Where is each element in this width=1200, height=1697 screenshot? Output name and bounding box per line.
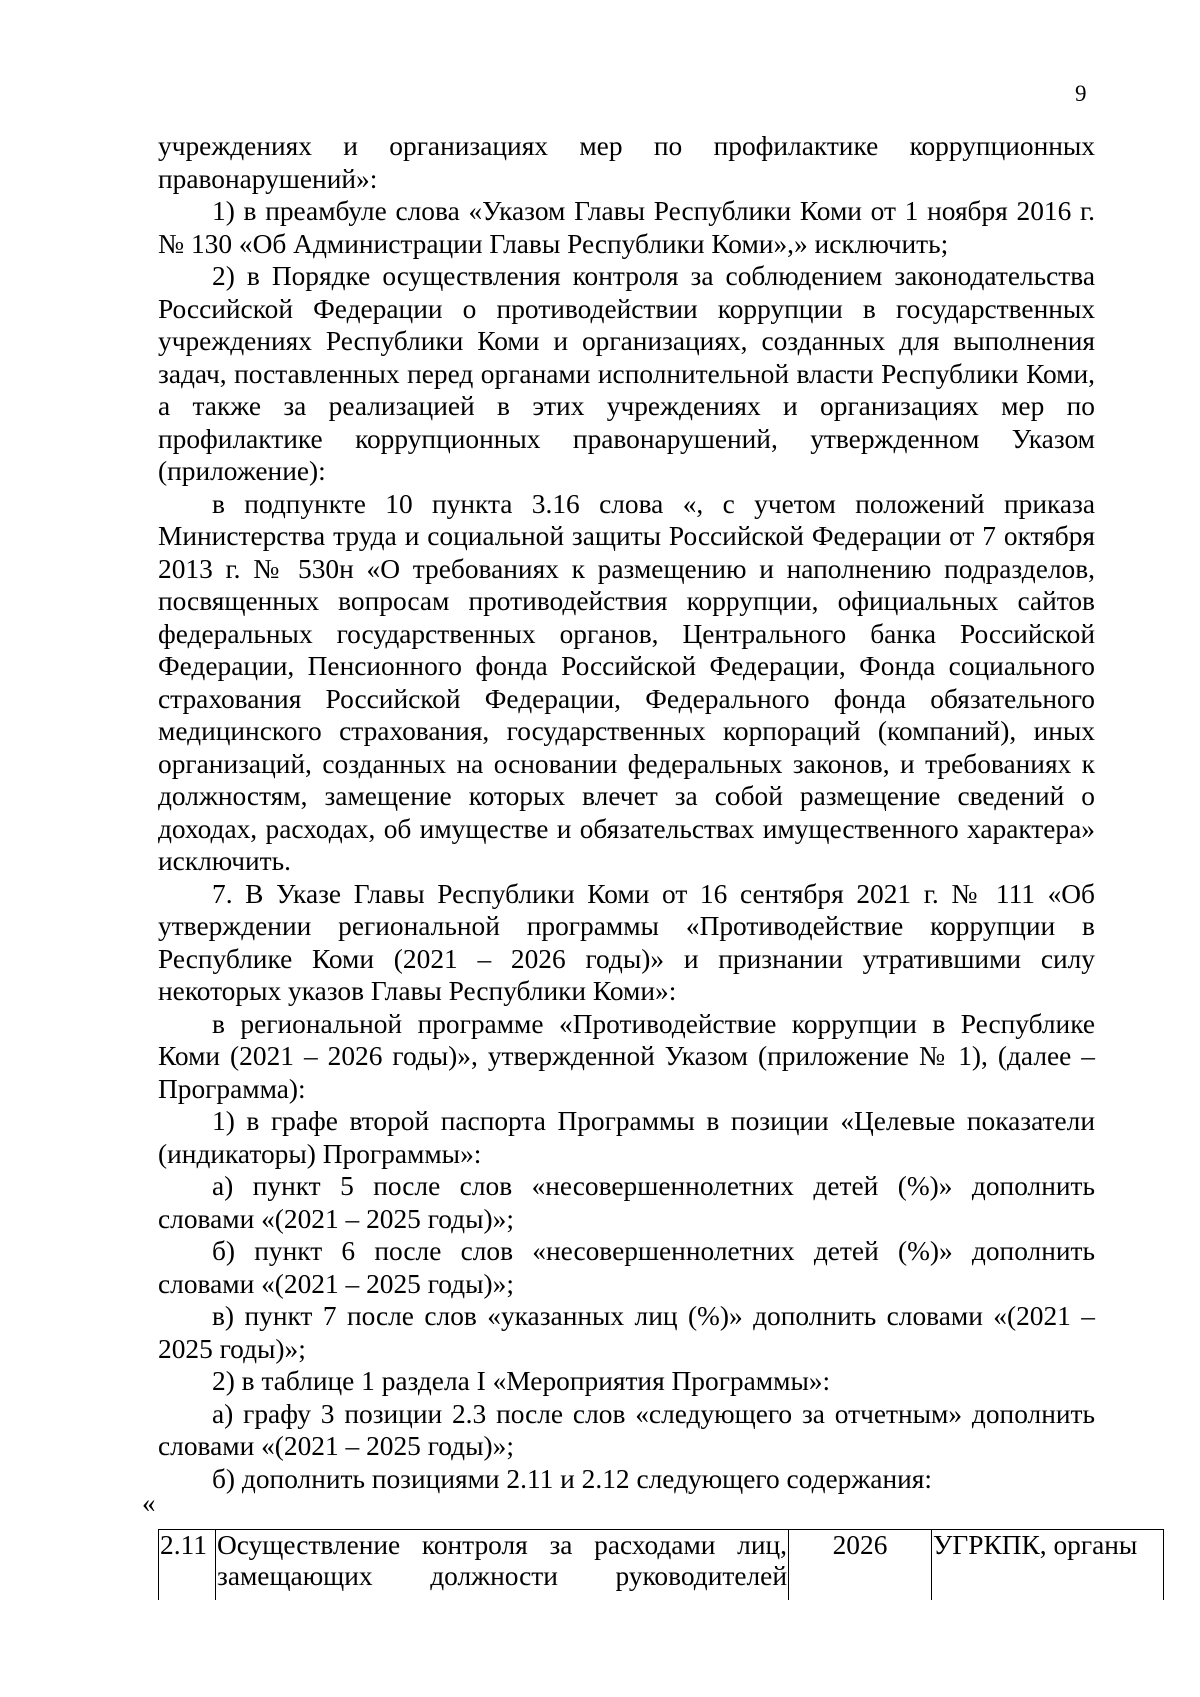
paragraph: в региональной программе «Противодействие коррупции в Республике Коми (2021 – 2026 годы)», утвержденной Указом (приложение № 1), (далее – Программа): [158, 1008, 1095, 1104]
paragraph: 7. В Указе Главы Республики Коми от 16 сентября 2021 г. № 111 «Об утверждении региональной программы «Противодействие коррупции в Республике Коми (2021 – 2026 годы)» и признании утратившими силу некоторых указов Главы Республики Коми»: [158, 878, 1095, 1006]
deadline-year-cell: 2026 [789, 1530, 932, 1601]
paragraph: а) пункт 5 после слов «несовершеннолетних детей (%)» дополнить словами «(2021 – 2025 годы)»; [158, 1171, 1095, 1234]
paragraph: 1) в преамбуле слова «Указом Главы Республики Коми от 1 ноября 2016 г. № 130 «Об Администрации Главы Республики Коми»,» исключить; [158, 196, 1095, 259]
paragraph: б) пункт 6 после слов «несовершеннолетних детей (%)» дополнить словами «(2021 – 2025 годы)»; [158, 1236, 1095, 1299]
executor-cell: УГРКПК, органы [932, 1530, 1164, 1601]
program-measures-table [158, 1529, 1164, 1600]
table-row [159, 1530, 1164, 1601]
paragraph: 2) в таблице 1 раздела I «Мероприятия Программы»: [212, 1366, 831, 1396]
document-body [158, 130, 1095, 1495]
page-number: 9 [1075, 81, 1087, 106]
paragraph: в подпункте 10 пункта 3.16 слова «, с учетом положений приказа Министерства труда и социальной защиты Российской Федерации от 7 октября 2013 г. № 530н «О требованиях к размещению и наполнению подразделов, посвященных вопросам противодействия коррупции, официальных сайтов федеральных государственных органов, Центрального банка Российской Федерации, Пенсионного фонда Российской Федерации, Фонда социального страхования Российской Федерации, Федерального фонда обязательного медицинского страхования, государственных корпораций (компаний), иных организаций, созданных на основании федеральных законов, и требованиях к должностям, замещение которых влечет за собой размещение сведений о доходах, расходах, об имуществе и обязательствах имущественного характера» исключить. [158, 488, 1095, 876]
table-body [159, 1530, 1164, 1601]
paragraph: 1) в графе второй паспорта Программы в позиции «Целевые показатели (индикаторы) Программы»: [158, 1106, 1095, 1169]
paragraph: учреждениях и организациях мер по профилактике коррупционных правонарушений»: [158, 131, 1095, 194]
paragraph: а) графу 3 позиции 2.3 после слов «следующего за отчетным» дополнить словами «(2021 – 2025 годы)»; [158, 1398, 1095, 1461]
measure-text-cell: Осуществление контроля за расходами лиц, замещающих должности руководителей [216, 1530, 789, 1601]
paragraph: в) пункт 7 после слов «указанных лиц (%)» дополнить словами «(2021 – 2025 годы)»; [158, 1301, 1095, 1364]
opening-quote-mark: « [142, 1488, 156, 1518]
position-number-cell: 2.11 [159, 1530, 216, 1601]
paragraph: б) дополнить позициями 2.11 и 2.12 следующего содержания: [212, 1463, 932, 1494]
paragraph: 2) в Порядке осуществления контроля за соблюдением законодательства Российской Федерации о противодействии коррупции в государственных учреждениях Республики Коми и организациях, созданных для выполнения задач, поставленных перед органами исполнительной власти Республики Коми, а также за реализацией в этих учреждениях и организациях мер по профилактике коррупционных правонарушений, утвержденном Указом (приложение): [158, 261, 1095, 486]
